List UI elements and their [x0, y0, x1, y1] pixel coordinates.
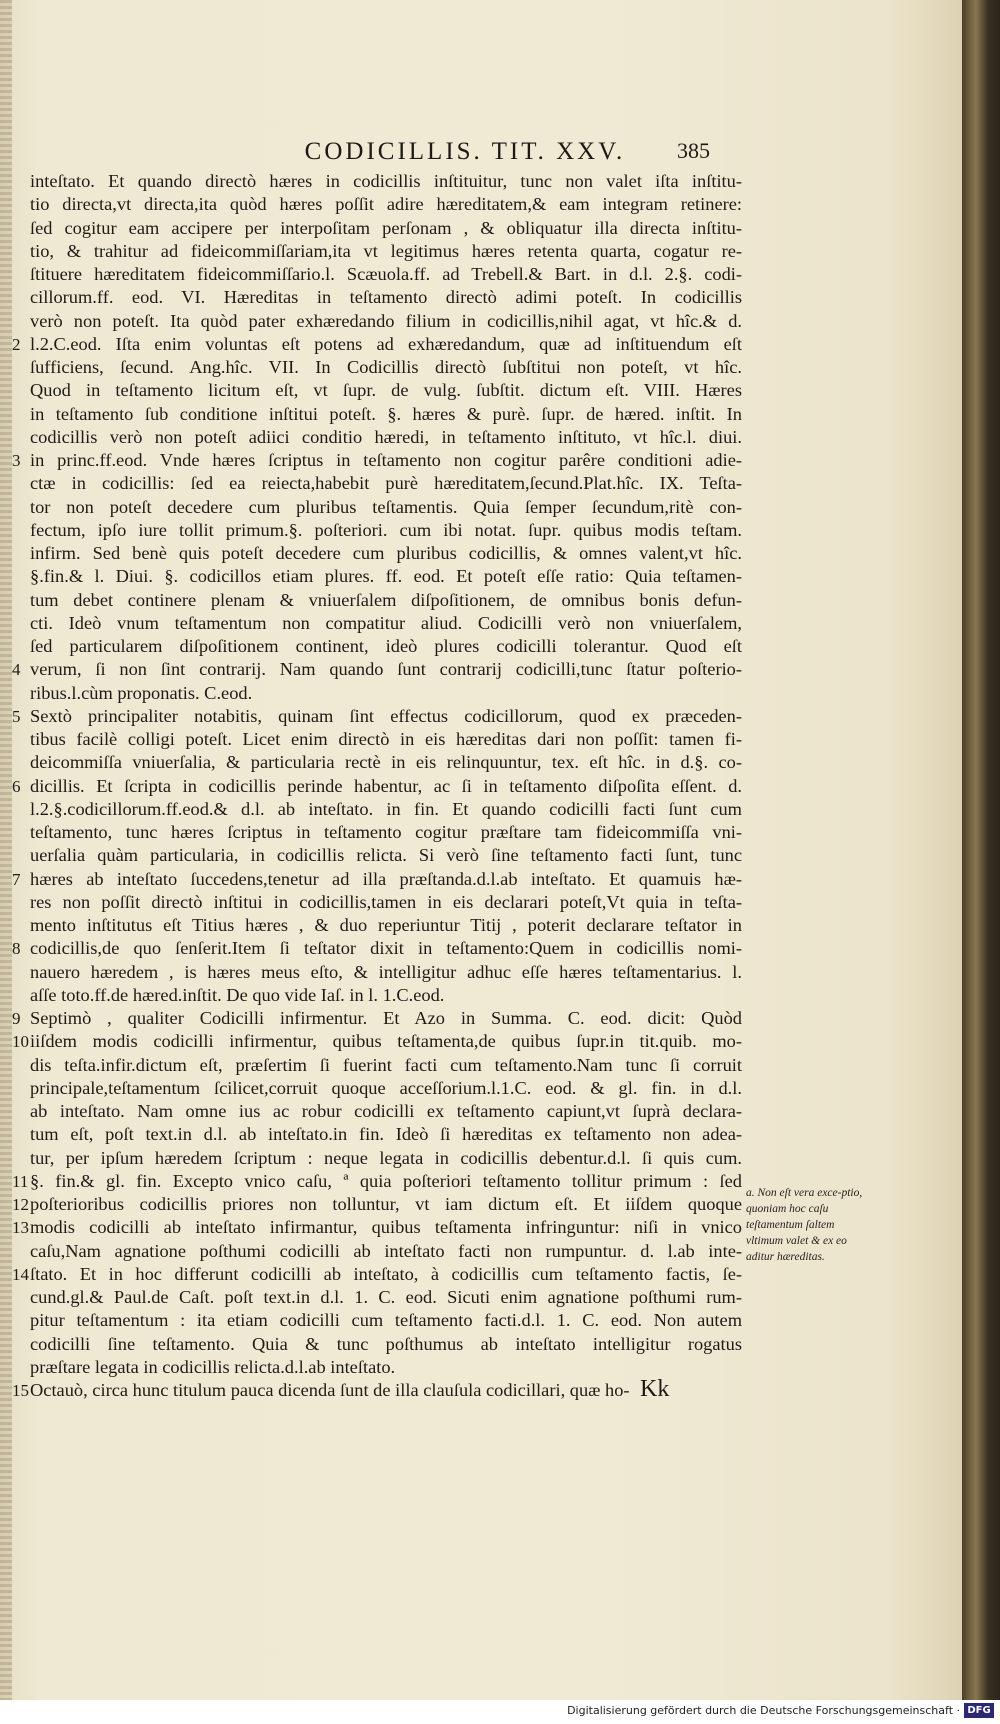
line-text: fectum, ipſo iure tollit primum.§. poſteriori. cum ibi notat. ſupr. quibus modis teſtam.	[30, 519, 742, 540]
line-text: præſtare legata in codicillis relicta.d.l.ab inteſtato.	[30, 1356, 396, 1377]
text-line	[30, 1309, 742, 1332]
line-text: pitur teſtamentum : ita etiam codicilli cum teſtamento facti.d.l. 1. C. eod. Non autem	[30, 1310, 742, 1331]
line-text: deicommiſſa vniuerſalia, & particularia rectè in eis relinquuntur, tex. eſt hîc. in d.§. co-	[30, 752, 742, 773]
text-line	[30, 519, 742, 542]
text-line	[30, 496, 742, 519]
line-text: codicillis,de quo ſenſerit.Item ſi teſtator dixit in teſtamento:Quem in codicillis nomi-	[30, 938, 742, 959]
line-text: res non poſſit directò inſtitui in codicillis,tamen in eis declarari poteſt,Vt quia in teſta-	[30, 891, 742, 912]
book-spine	[0, 0, 12, 1700]
line-text: tor non poteſt decedere cum pluribus teſtamentis. Quia ſemper ſecundum,ritè con-	[30, 496, 742, 517]
page-number: 385	[677, 138, 710, 163]
line-number: 7	[12, 869, 21, 889]
line-text: ſufficiens, ſecund. Ang.hîc. VII. In Codicillis directò ſubſtitui non poteſt, vt hîc.	[30, 357, 742, 377]
text-line	[12, 868, 742, 891]
line-text: Septimò , qualiter Codicilli infirmentur. Et Azo in Summa. C. eod. dicit: Quòd	[30, 1008, 742, 1028]
line-text: in teſtamento ſub conditione inſtitui poteſt. §. hæres & purè. ſupr. de hæred. inſtit. In	[30, 403, 742, 424]
signature-mark: Kk	[640, 1376, 670, 1402]
line-number: 15	[12, 1381, 29, 1400]
text-line	[12, 449, 742, 472]
line-text: tio, & trahitur ad fideicommiſſariam,ita vt legitimus hæres retenta quarta, cogatur re-	[30, 240, 742, 261]
text-line	[30, 821, 742, 844]
line-number: 4	[12, 660, 21, 680]
line-number: 14	[12, 1264, 29, 1284]
line-text: verò non poteſt. Ita quòd pater exhæredando filium in codicillis,nihil agat, vt hîc.& d.	[30, 310, 742, 331]
line-text: uerſalia quàm particularia, in codicillis relicta. Si verò ſine teſtamento facti ſunt, tunc	[30, 845, 742, 866]
line-text: ribus.l.cùm proponatis. C.eod.	[30, 682, 253, 703]
text-line	[12, 658, 742, 681]
line-number: 12	[12, 1195, 29, 1214]
text-line	[30, 1054, 742, 1077]
text-line	[30, 1333, 742, 1356]
line-text: tum debet continere plenam & vniuerſalem diſpoſitionem, de omnibus bonis defun-	[30, 589, 742, 610]
text-line	[30, 240, 742, 263]
text-line	[30, 1123, 742, 1146]
text-line	[30, 1100, 742, 1123]
text-line	[30, 798, 742, 821]
text-line	[12, 1170, 742, 1193]
line-text: aſſe toto.ff.de hæred.inſtit. De quo vide Iaſ. in l. 1.C.eod.	[30, 984, 445, 1005]
line-text: tum eſt, poſt text.in d.l. ab inteſtato.in fin. Ideò ſi hæreditas ex teſtamento non adea-	[30, 1124, 742, 1145]
text-line	[30, 170, 742, 193]
text-line	[12, 1379, 742, 1402]
line-text: ſed cogitur eam accipere per interpoſitam perſonam , & obliquatur illa directa inſtitu-	[30, 217, 742, 238]
text-line	[30, 728, 742, 751]
text-line	[30, 751, 742, 774]
text-line	[30, 891, 742, 914]
text-line	[12, 1263, 742, 1286]
dfg-logo: DFG	[964, 1703, 994, 1718]
text-line	[30, 472, 742, 495]
line-number: 3	[12, 451, 21, 470]
text-line	[12, 1030, 742, 1053]
line-text: verum, ſi non ſint contrarij. Nam quando ſunt contrarij codicilli,tunc ſtatur poſterio-	[30, 659, 742, 680]
text-line	[30, 426, 742, 449]
line-text: l.2.§.codicillorum.ff.eod.& d.l. ab inteſtato. in fin. Et quando codicilli facti ſunt cum	[30, 798, 742, 819]
line-text: dicillis. Et ſcripta in codicillis perinde habentur, ac ſi in teſtamento diſpoſita eſſent. d.	[30, 775, 742, 796]
line-number: 13	[12, 1218, 29, 1238]
line-text: tur, per ipſum hæredem ſcriptum : neque legata in codicillis debentur.d.l. ſi quis cum.	[30, 1147, 742, 1168]
running-header: CODICILLIS. TIT. XXV.	[304, 138, 626, 165]
text-line	[30, 356, 742, 379]
line-text: infirm. Sed benè quis poteſt decedere cum pluribus codicillis, & omnes valent,vt hîc.	[30, 543, 742, 563]
text-line	[12, 775, 742, 798]
line-text: ctæ in codicillis: ſed ea reiecta,habebit purè hæreditatem,ſecund.Plat.hîc. IX. Teſta-	[30, 473, 742, 494]
text-line	[30, 217, 742, 240]
line-number: 9	[12, 1009, 21, 1028]
text-line	[30, 984, 742, 1007]
line-text: modis codicilli ab inteſtato infirmantur, quibus teſtamenta infringuntur: niſi in vnico	[30, 1217, 742, 1238]
text-line	[30, 1240, 742, 1263]
line-text: ſtato. Et in hoc differunt codicilli ab inteſtato, à codicillis cum teſtamento factis, ſe-	[30, 1263, 742, 1284]
line-text: Sextò principaliter notabitis, quinam ſint effectus codicillorum, quod ex præceden-	[30, 705, 742, 726]
book-edge	[962, 0, 1000, 1700]
line-text: iiſdem modis codicilli infirmentur, quibus teſtamenta,de quibus ſupr.in tit.quib. mo-	[30, 1031, 742, 1052]
line-number: 2	[12, 334, 21, 354]
text-line	[30, 286, 742, 309]
line-text: codicilli ſine teſtamento. Quia & tunc poſthumus ab inteſtato intelligitur rogatus	[30, 1333, 742, 1354]
text-line	[30, 193, 742, 216]
text-line	[30, 914, 742, 937]
line-number: 5	[12, 706, 21, 726]
text-line	[12, 937, 742, 960]
text-line	[30, 542, 742, 565]
text-line	[30, 310, 742, 333]
text-line	[30, 1356, 742, 1379]
line-text: tio directa,vt directa,ita quòd hæres poſſit adire hæreditatem,& eam integram retinere:	[30, 194, 742, 215]
line-number: 6	[12, 776, 21, 796]
line-text: ſtituere hæreditatem fideicommiſſario.l. Scæuola.ff. ad Trebell.& Bart. in d.l. 2.§. codi-	[30, 264, 742, 284]
text-line	[12, 1193, 742, 1216]
line-text: teſtamento, tunc hæres ſcriptus in teſtamento cogitur præſtare tam fideicommiſſa vni-	[30, 822, 742, 842]
footer-bar	[0, 1700, 1000, 1724]
text-line	[30, 1077, 742, 1100]
body-text	[12, 170, 742, 1402]
line-text: Octauò, circa hunc titulum pauca dicenda ſunt de illa clauſula codicillari, quæ ho-	[30, 1380, 630, 1400]
line-text: l.2.C.eod. Iſta enim voluntas eſt potens ad exhæredandum, quæ ad inſtituendum eſt	[30, 333, 742, 354]
line-text: ſed particularem diſpoſitionem continent, ideò plures codicilli tolerantur. Quod eſt	[30, 636, 742, 656]
line-text: inteſtato. Et quando directò hæres in codicillis inſtituitur, tunc non valet iſta inſtitu-	[30, 171, 742, 191]
text-line	[12, 1216, 742, 1239]
text-line	[30, 682, 742, 705]
line-text: tibus facilè colligi poteſt. Licet enim directò in eis hæreditas dari non poſſit: tamen fi-	[30, 729, 742, 749]
line-text: cund.gl.& Paul.de Caſt. poſt text.in d.l. 1. C. eod. Sicuti enim agnatione poſthumi rum-	[30, 1287, 742, 1307]
text-line	[30, 1286, 742, 1309]
line-text: nauero hæredem , is hæres meus eſto, & intelligitur adhuc eſſe hæres teſtamentarius. l.	[30, 961, 742, 982]
line-text: ab inteſtato. Nam omne ius ac robur codicilli ex teſtamento capiunt,vt ſuprà declara-	[30, 1101, 742, 1121]
line-number: 8	[12, 939, 21, 959]
line-text: caſu,Nam agnatione poſthumi codicilli ab inteſtato facti non rumpuntur. d. l.ab inte-	[30, 1240, 742, 1261]
text-line	[30, 844, 742, 867]
line-text: dis teſta.infir.dictum eſt, præſertim ſi fuerint facti cum teſtamento.Nam tunc ſi corruit	[30, 1054, 742, 1075]
line-text: principale,teſtamentum ſcilicet,corruit quoque acceſſorium.l.1.C. eod. & gl. fin. in d.l.	[30, 1077, 742, 1098]
line-text: poſterioribus codicillis priores non tolluntur, vt iam dictum eſt. Et iiſdem quoque	[30, 1194, 742, 1214]
text-line	[12, 1007, 742, 1030]
line-text: cillorum.ff. eod. VI. Hæreditas in teſtamento directò adimi poteſt. In codicillis	[30, 287, 742, 308]
footer-credit: Digitalisierung gefördert durch die Deutsche Forschungsgemeinschaft ·	[567, 1704, 960, 1717]
text-line	[30, 263, 742, 286]
text-line	[30, 565, 742, 588]
line-text: hæres ab inteſtato ſuccedens,tenetur ad illa præſtanda.d.l.ab inteſtato. Et quamuis hæ-	[30, 868, 742, 889]
text-line	[30, 403, 742, 426]
text-line	[30, 635, 742, 658]
text-line	[30, 612, 742, 635]
margin-note: a. Non eſt vera exce-ptio, quoniam hoc caſu teſtamentum ſaltem vltimum valet & ex eo aditur hæreditas.	[746, 1187, 863, 1263]
line-number: 11	[12, 1171, 29, 1191]
text-line	[12, 705, 742, 728]
line-text: codicillis verò non poteſt adiici conditio hæredi, in teſtamento inſtituto, vt hîc.l. diui.	[30, 426, 742, 447]
line-text: mento inſtitutus eſt Titius hæres , & duo reperiuntur Titij , poterit declarare teſtator in	[30, 915, 742, 935]
line-text: cti. Ideò vnum teſtamentum non compatitur aliud. Codicilli verò non vniuerſalem,	[30, 612, 742, 633]
line-number: 10	[12, 1032, 29, 1052]
line-text: Quod in teſtamento licitum eſt, vt ſupr. de vulg. ſubſtit. dictum eſt. VIII. Hæres	[30, 380, 742, 401]
text-line	[30, 1147, 742, 1170]
line-text: in princ.ff.eod. Vnde hæres ſcriptus in teſtamento non cogitur parêre conditioni adie-	[30, 450, 742, 470]
line-text: §. fin.& gl. fin. Excepto vnico caſu, ª quia poſteriori teſtamento tollitur primum : ſed	[30, 1170, 742, 1191]
text-line	[30, 961, 742, 984]
line-text: §.fin.& l. Diui. §. codicillos etiam plures. ff. eod. Et poteſt eſſe ratio: Quia teſtamen-	[30, 566, 742, 587]
text-line	[30, 379, 742, 402]
text-line	[30, 589, 742, 612]
text-line	[12, 333, 742, 356]
